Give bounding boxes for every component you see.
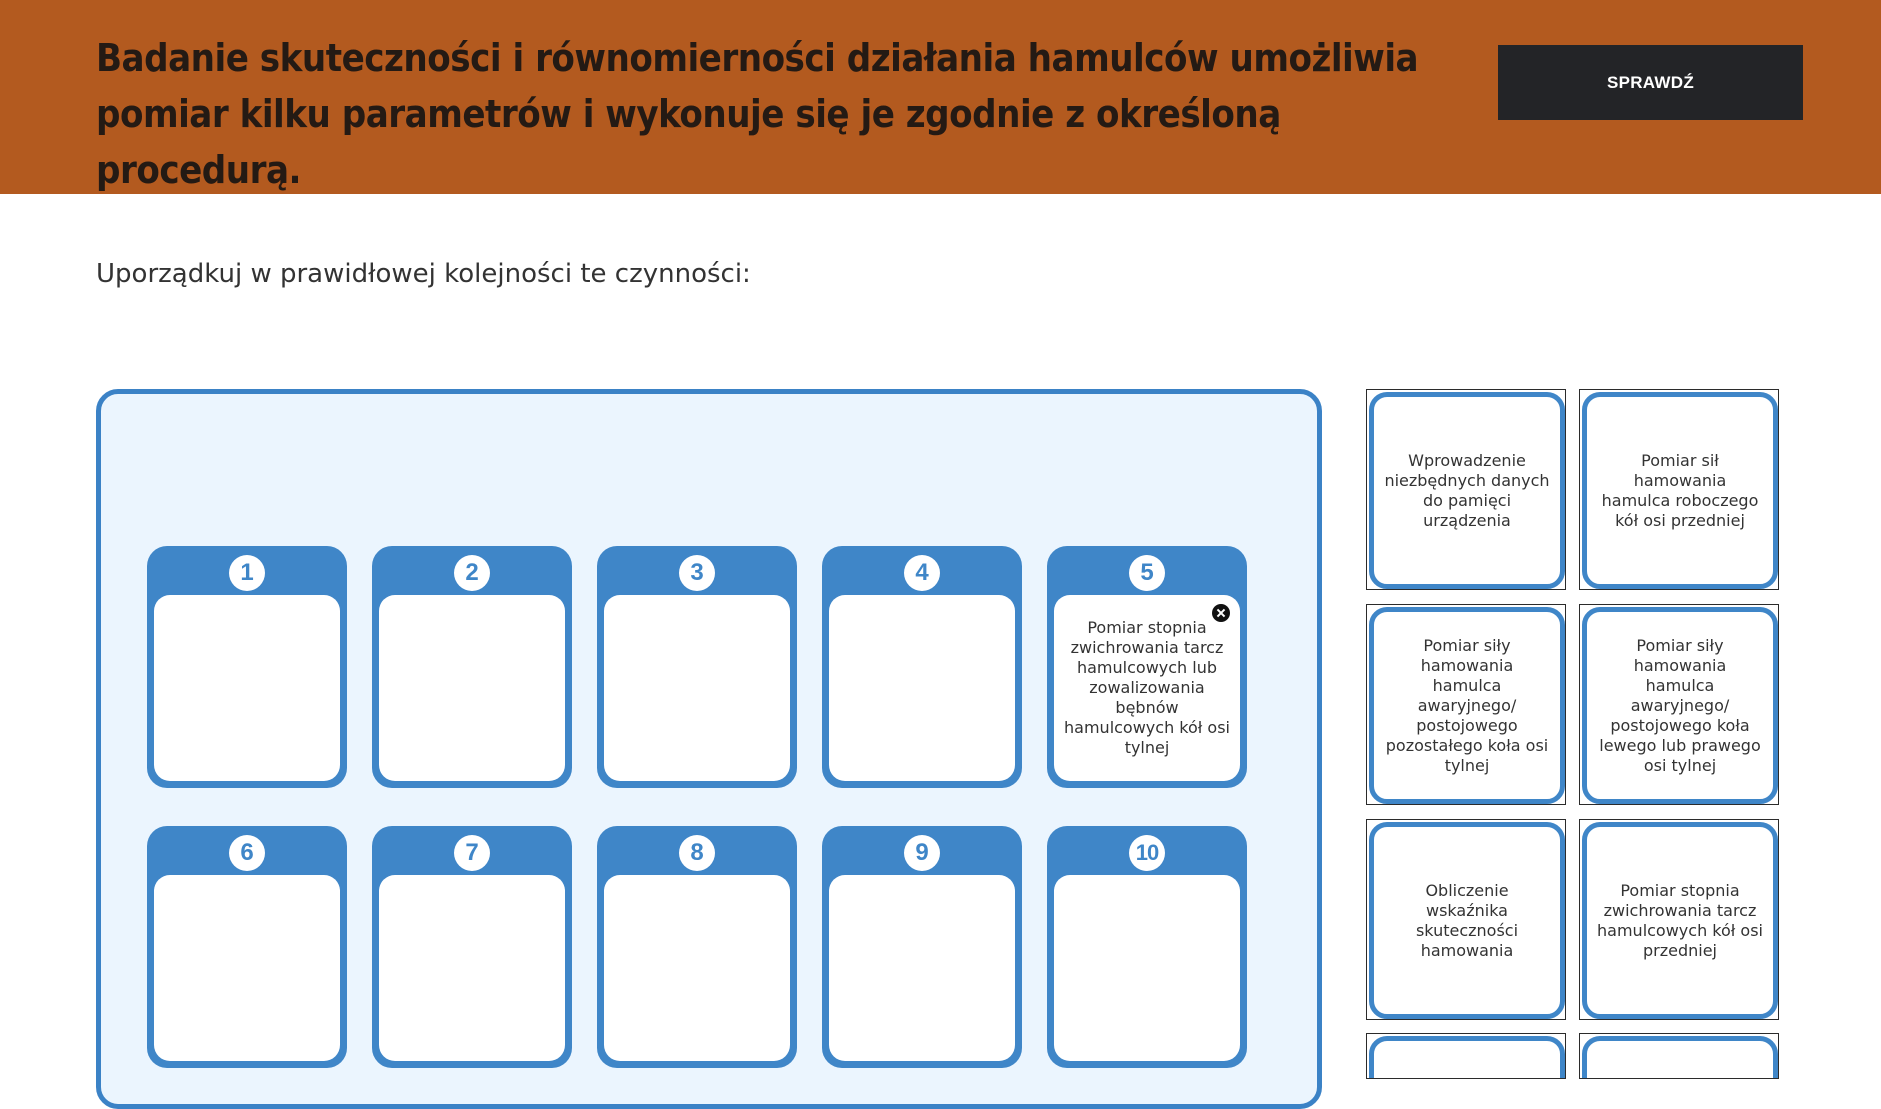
header-bar [0,0,1881,194]
instruction-text: Uporządkuj w prawidłowej kolejności te czynności: [96,259,751,289]
drop-slot[interactable] [147,826,347,1068]
slot-drop-area[interactable] [154,595,340,781]
slot-number: 2 [454,555,490,591]
slot-drop-area[interactable] [1054,875,1240,1061]
card-slot [1579,1033,1779,1079]
slot-drop-area[interactable] [604,875,790,1061]
slot-number: 10 [1129,835,1165,871]
slot-drop-area[interactable] [604,595,790,781]
card-slot [1366,819,1566,1020]
drop-slot[interactable] [822,546,1022,788]
drop-slot[interactable] [822,826,1022,1068]
drop-slot[interactable] [1047,546,1247,788]
drop-slot[interactable] [1047,826,1247,1068]
draggable-card[interactable]: Pomiar siły hamowania hamulca awaryjnego/ postojowego pozostałego koła osi tylnej [1369,607,1565,804]
drop-slot[interactable] [372,546,572,788]
card-slot [1366,604,1566,805]
draggable-card[interactable]: Wprowadzenie niezbędnych danych do pamięci urządzenia [1369,392,1565,589]
slot-drop-area[interactable] [829,595,1015,781]
slot-drop-area[interactable] [154,875,340,1061]
drop-slot[interactable] [147,546,347,788]
slot-number: 1 [229,555,265,591]
card-slot [1579,819,1779,1020]
slot-drop-area[interactable] [379,875,565,1061]
placed-card-text: Pomiar stopnia zwichrowania tarcz hamulcowych lub zowalizowania bębnów hamulcowych kół osi tylnej [1064,618,1230,757]
ordering-board [96,389,1322,1109]
page-title: Badanie skuteczności i równomierności działania hamulców umożliwia pomiar kilku parametrów i wykonuje się je zgodnie z określoną procedurą. [96,36,1419,192]
check-button[interactable]: SPRAWDŹ [1498,45,1803,120]
slot-number: 5 [1129,555,1165,591]
draggable-card[interactable]: Obliczenie wskaźnika skuteczności hamowania [1369,822,1565,1019]
card-slot [1366,1033,1566,1079]
card-slot [1579,389,1779,590]
slot-placed-card[interactable] [1054,595,1240,781]
slot-number: 3 [679,555,715,591]
drop-slot[interactable] [597,826,797,1068]
card-slot [1579,604,1779,805]
drop-slot[interactable] [372,826,572,1068]
slot-number: 7 [454,835,490,871]
draggable-card[interactable]: Pomiar sił hamowania hamulca roboczego kół osi przedniej [1582,392,1778,589]
drop-slot[interactable] [597,546,797,788]
draggable-card[interactable]: Pomiar siły hamowania hamulca awaryjnego/ postojowego koła lewego lub prawego osi tylnej [1582,607,1778,804]
draggable-card[interactable] [1369,1036,1565,1079]
card-slot [1366,389,1566,590]
draggable-card[interactable]: Pomiar stopnia zwichrowania tarcz hamulcowych kół osi przedniej [1582,822,1778,1019]
slot-drop-area[interactable] [379,595,565,781]
draggable-card[interactable] [1582,1036,1778,1079]
slot-number: 9 [904,835,940,871]
slot-number: 4 [904,555,940,591]
slot-number: 6 [229,835,265,871]
remove-card-icon[interactable] [1212,604,1230,622]
slot-drop-area[interactable] [829,875,1015,1061]
slot-number: 8 [679,835,715,871]
